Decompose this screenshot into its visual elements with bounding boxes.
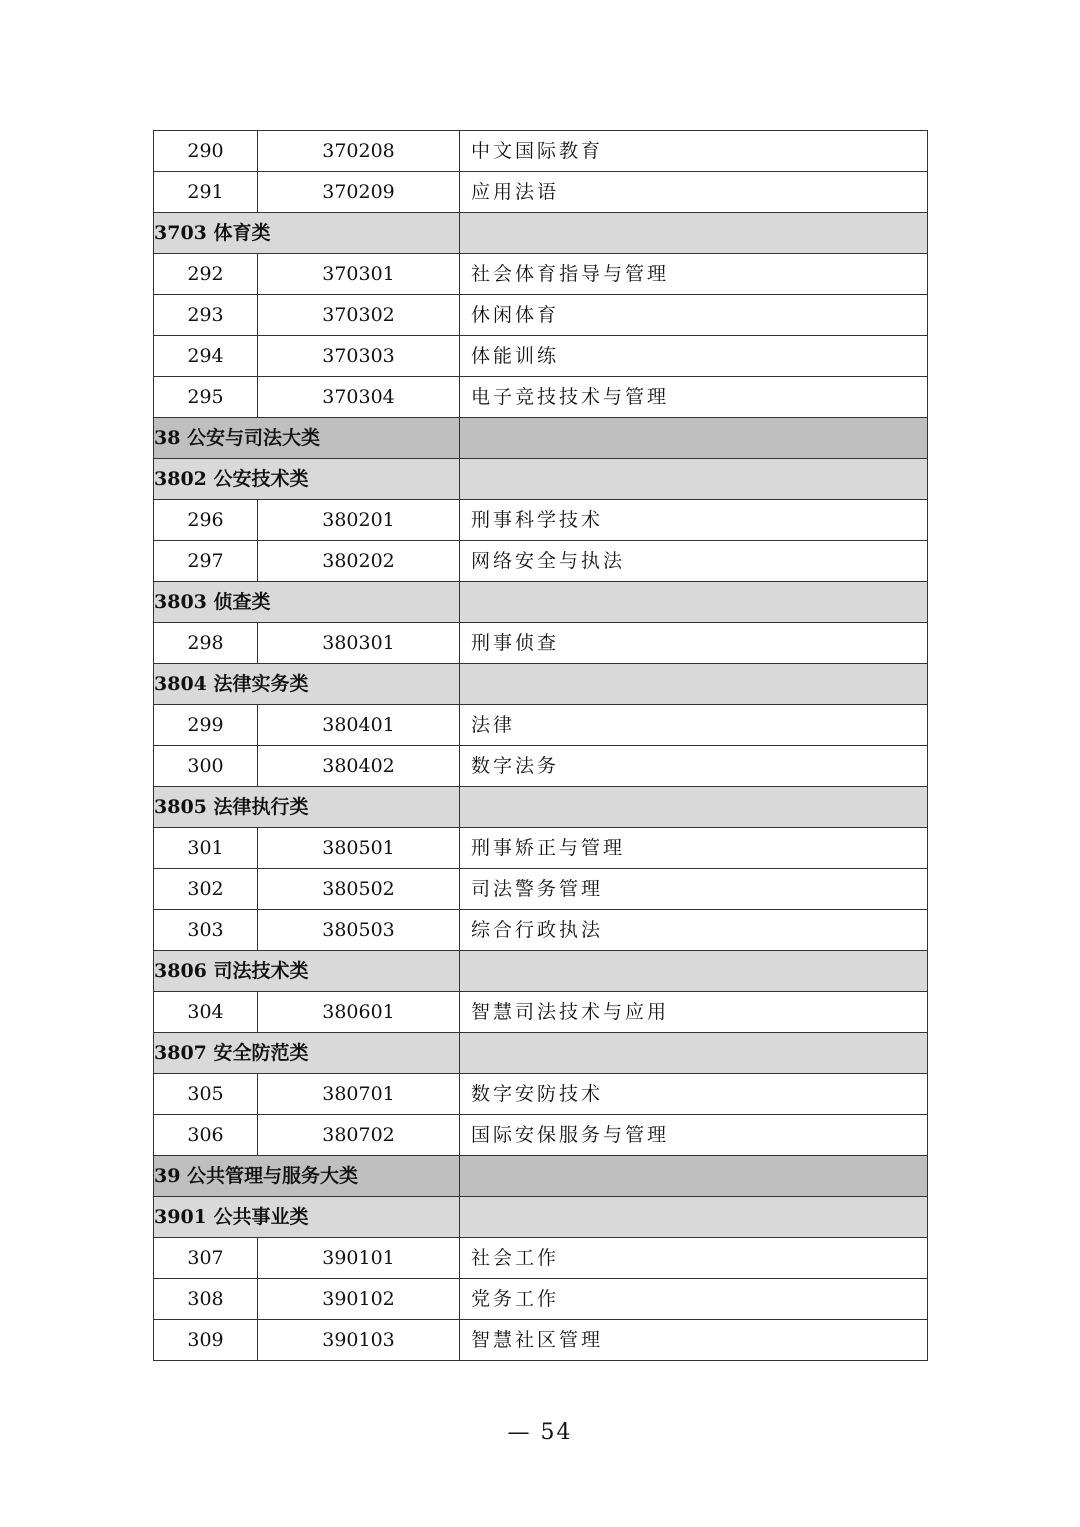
empty-cell	[460, 951, 928, 992]
code-cell: 390103	[258, 1320, 460, 1361]
major-category-row	[154, 418, 928, 459]
subcategory-label: 3703 体育类	[154, 213, 460, 254]
code-cell: 370208	[258, 131, 460, 172]
subcategory-row	[154, 664, 928, 705]
seq-cell: 293	[154, 295, 258, 336]
table-row	[154, 1115, 928, 1156]
table-row	[154, 1279, 928, 1320]
code-cell: 380601	[258, 992, 460, 1033]
table-row	[154, 295, 928, 336]
table-row	[154, 828, 928, 869]
subcategory-row	[154, 787, 928, 828]
name-cell: 综合行政执法	[460, 910, 928, 951]
empty-cell	[460, 1156, 928, 1197]
seq-cell: 306	[154, 1115, 258, 1156]
subcategory-label: 3804 法律实务类	[154, 664, 460, 705]
name-cell: 党务工作	[460, 1279, 928, 1320]
subcategory-row	[154, 1197, 928, 1238]
major-category-row	[154, 1156, 928, 1197]
code-cell: 380503	[258, 910, 460, 951]
subcategory-label: 3806 司法技术类	[154, 951, 460, 992]
seq-cell: 302	[154, 869, 258, 910]
subcategory-label: 3805 法律执行类	[154, 787, 460, 828]
name-cell: 网络安全与执法	[460, 541, 928, 582]
name-cell: 电子竞技技术与管理	[460, 377, 928, 418]
subcategory-label: 3802 公安技术类	[154, 459, 460, 500]
table-row	[154, 705, 928, 746]
subcategory-row	[154, 1033, 928, 1074]
subcategory-row	[154, 582, 928, 623]
code-cell: 380201	[258, 500, 460, 541]
page-number: — 54	[507, 1420, 573, 1445]
name-cell: 国际安保服务与管理	[460, 1115, 928, 1156]
seq-cell: 301	[154, 828, 258, 869]
code-cell: 380502	[258, 869, 460, 910]
name-cell: 刑事科学技术	[460, 500, 928, 541]
seq-cell: 309	[154, 1320, 258, 1361]
empty-cell	[460, 1033, 928, 1074]
subcategory-label: 3901 公共事业类	[154, 1197, 460, 1238]
empty-cell	[460, 213, 928, 254]
code-cell: 370302	[258, 295, 460, 336]
name-cell: 数字安防技术	[460, 1074, 928, 1115]
seq-cell: 292	[154, 254, 258, 295]
code-cell: 390101	[258, 1238, 460, 1279]
seq-cell: 299	[154, 705, 258, 746]
empty-cell	[460, 1197, 928, 1238]
name-cell: 司法警务管理	[460, 869, 928, 910]
subcategory-label: 3807 安全防范类	[154, 1033, 460, 1074]
table-row	[154, 500, 928, 541]
name-cell: 社会体育指导与管理	[460, 254, 928, 295]
table-row	[154, 910, 928, 951]
name-cell: 法律	[460, 705, 928, 746]
major-category-label: 39 公共管理与服务大类	[154, 1156, 460, 1197]
code-cell: 380401	[258, 705, 460, 746]
name-cell: 中文国际教育	[460, 131, 928, 172]
subcategory-row	[154, 459, 928, 500]
code-cell: 370304	[258, 377, 460, 418]
table-row	[154, 541, 928, 582]
seq-cell: 294	[154, 336, 258, 377]
code-cell: 370301	[258, 254, 460, 295]
seq-cell: 290	[154, 131, 258, 172]
subcategory-label: 3803 侦查类	[154, 582, 460, 623]
name-cell: 休闲体育	[460, 295, 928, 336]
seq-cell: 296	[154, 500, 258, 541]
table-row	[154, 131, 928, 172]
name-cell: 智慧社区管理	[460, 1320, 928, 1361]
name-cell: 刑事矫正与管理	[460, 828, 928, 869]
empty-cell	[460, 787, 928, 828]
empty-cell	[460, 459, 928, 500]
empty-cell	[460, 664, 928, 705]
code-cell: 380501	[258, 828, 460, 869]
seq-cell: 295	[154, 377, 258, 418]
name-cell: 应用法语	[460, 172, 928, 213]
name-cell: 社会工作	[460, 1238, 928, 1279]
seq-cell: 304	[154, 992, 258, 1033]
code-cell: 390102	[258, 1279, 460, 1320]
seq-cell: 300	[154, 746, 258, 787]
name-cell: 刑事侦查	[460, 623, 928, 664]
seq-cell: 305	[154, 1074, 258, 1115]
code-cell: 380702	[258, 1115, 460, 1156]
subcategory-row	[154, 951, 928, 992]
seq-cell: 298	[154, 623, 258, 664]
table-row	[154, 377, 928, 418]
table-row	[154, 172, 928, 213]
code-cell: 380301	[258, 623, 460, 664]
major-catalog-table	[153, 130, 928, 1361]
table-row	[154, 1238, 928, 1279]
table-row	[154, 746, 928, 787]
table-row	[154, 336, 928, 377]
empty-cell	[460, 418, 928, 459]
name-cell: 数字法务	[460, 746, 928, 787]
table-row	[154, 1074, 928, 1115]
code-cell: 380402	[258, 746, 460, 787]
major-category-label: 38 公安与司法大类	[154, 418, 460, 459]
empty-cell	[460, 582, 928, 623]
table-row	[154, 623, 928, 664]
subcategory-row	[154, 213, 928, 254]
name-cell: 智慧司法技术与应用	[460, 992, 928, 1033]
seq-cell: 307	[154, 1238, 258, 1279]
seq-cell: 308	[154, 1279, 258, 1320]
code-cell: 380202	[258, 541, 460, 582]
table-row	[154, 992, 928, 1033]
code-cell: 370303	[258, 336, 460, 377]
seq-cell: 291	[154, 172, 258, 213]
table-row	[154, 254, 928, 295]
name-cell: 体能训练	[460, 336, 928, 377]
code-cell: 380701	[258, 1074, 460, 1115]
code-cell: 370209	[258, 172, 460, 213]
table-row	[154, 1320, 928, 1361]
seq-cell: 297	[154, 541, 258, 582]
seq-cell: 303	[154, 910, 258, 951]
table-row	[154, 869, 928, 910]
